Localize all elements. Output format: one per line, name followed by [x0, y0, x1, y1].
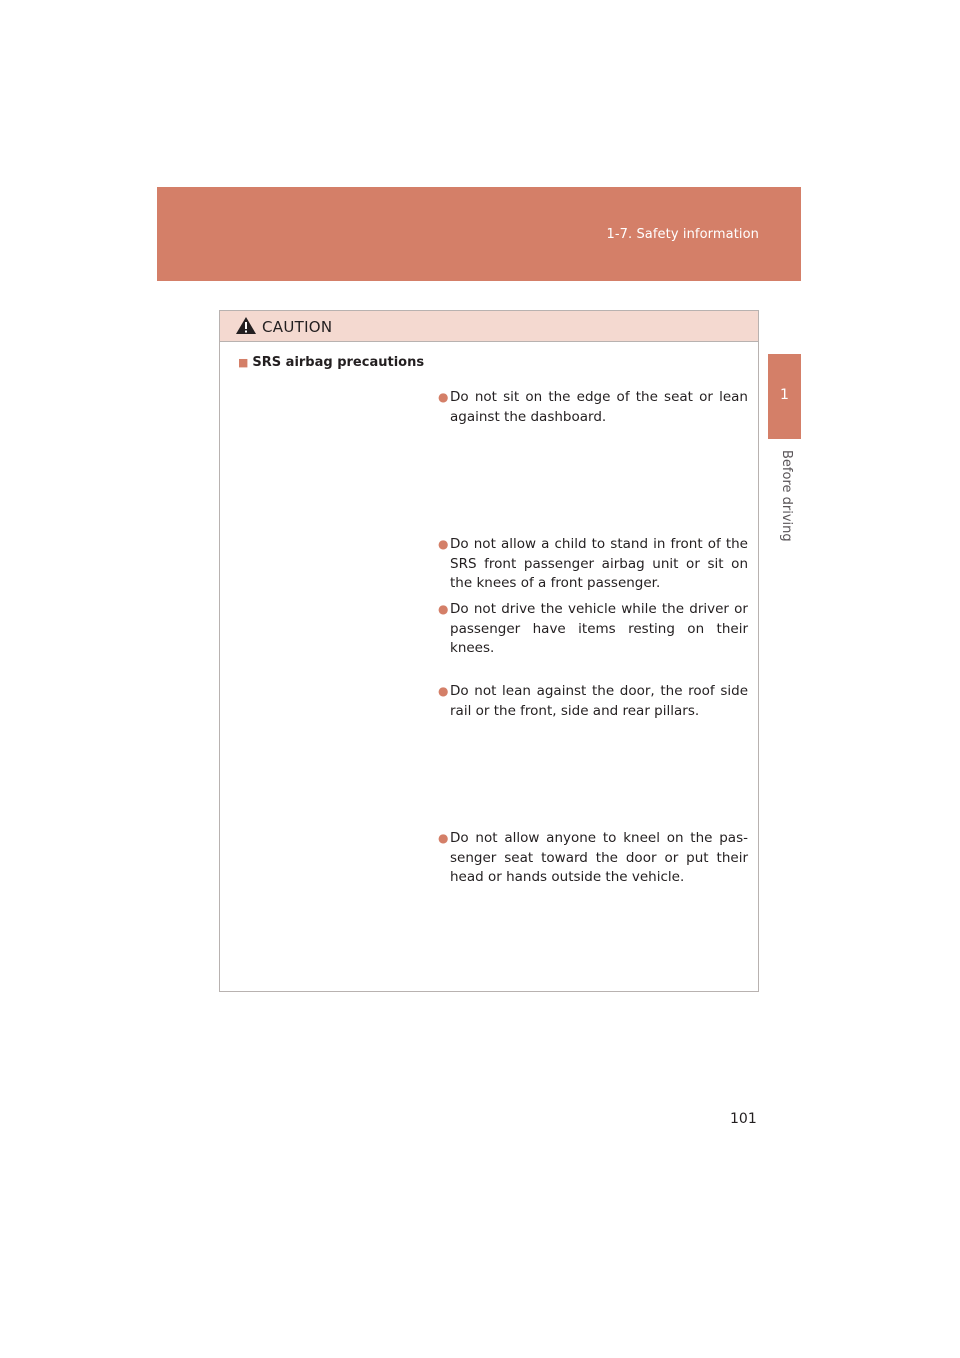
caution-title: CAUTION — [262, 318, 333, 336]
circle-bullet-icon: ● — [438, 684, 449, 698]
circle-bullet-icon: ● — [438, 602, 449, 616]
list-item-text: Do not sit on the edge of the seat or lean against the dashboard. — [450, 389, 748, 425]
warning-triangle-icon — [235, 316, 257, 335]
chapter-label: Before driving — [779, 450, 794, 542]
page-number: 101 — [730, 1111, 757, 1127]
list-item-text: Do not allow a child to stand in front of the SRS front passenger airbag unit or sit on the knees of a front passenger. — [450, 536, 748, 591]
list-item — [438, 535, 748, 594]
caution-box — [219, 310, 759, 992]
subheading-text: SRS airbag precautions — [252, 355, 425, 370]
square-bullet-icon: ■ — [238, 356, 249, 369]
list-item — [438, 600, 748, 659]
list-item-text: Do not allow anyone to kneel on the pas-senger seat toward the door or put their head or hands outside the vehicle. — [450, 830, 748, 885]
subheading — [238, 355, 424, 370]
circle-bullet-icon: ● — [438, 390, 449, 404]
header-band — [157, 187, 801, 281]
circle-bullet-icon: ● — [438, 831, 449, 845]
section-title: 1-7. Safety information — [606, 227, 759, 242]
chapter-tab[interactable] — [768, 354, 801, 439]
list-item — [438, 388, 748, 427]
caution-header — [220, 311, 758, 342]
chapter-number: 1 — [780, 387, 789, 403]
circle-bullet-icon: ● — [438, 537, 449, 551]
list-item — [438, 829, 748, 888]
list-item-text: Do not lean against the door, the roof side rail or the front, side and rear pillars. — [450, 683, 748, 719]
list-item — [438, 682, 748, 721]
list-item-text: Do not drive the vehicle while the driver or passenger have items resting on their knees. — [450, 601, 748, 656]
